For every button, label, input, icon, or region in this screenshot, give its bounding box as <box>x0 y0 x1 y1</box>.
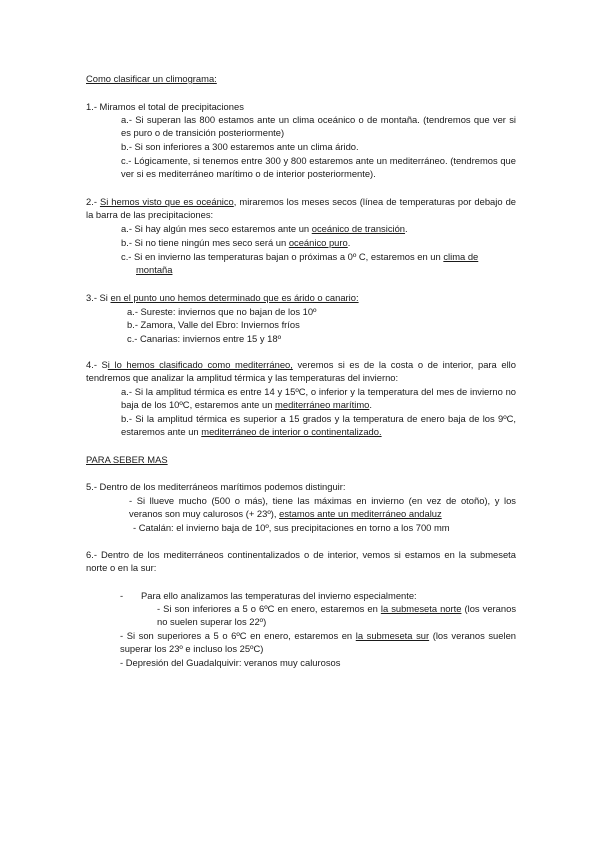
section-1-item-c: c.- Lógicamente, si tenemos entre 300 y 800 estaremos ante un mediterráneo. (tendremos que ver si es mediterráneo marítimo o de interior posteriormente). <box>121 155 516 180</box>
section-6-item-north-end: (los veranos no suelen superar los 22º) <box>157 603 517 628</box>
extra-heading-text: PARA SEBER MAS <box>86 454 168 465</box>
section-6-intro: Para ello analizamos las temperaturas del invierno especialmente: <box>141 590 417 601</box>
extra-heading <box>86 453 168 466</box>
section-6-dash: - <box>120 590 124 601</box>
section-2-item-c-underlined: clima de <box>443 251 479 262</box>
section-2-item-c-cont <box>136 263 172 276</box>
section-2-item-c <box>121 250 478 263</box>
section-2-rest: , miraremos los meses secos (línea de temperaturas por debajo de la barra de las precipitaciones: <box>86 196 516 221</box>
section-6-item-north <box>157 602 516 628</box>
section-2-underlined: Si hemos visto que es oceánico <box>99 196 234 207</box>
section-5-heading: 5.- Dentro de los mediterráneos marítimos podemos distinguir: <box>86 481 346 492</box>
section-3-item-a: a.- Sureste: inviernos que no bajan de los 10º <box>127 306 317 317</box>
section-3-heading <box>86 291 359 304</box>
section-1-item-a: a.- Si superan las 800 estamos ante un clima oceánico o de montaña. (tendremos que ver si es puro o de transición posteriormente) <box>121 114 516 139</box>
page-title <box>86 72 217 85</box>
section-5-item-a-text: - Si llueve mucho (500 o más), tiene las máximas en invierno (en vez de otoño), y los veranos son muy calurosos (+ 23º), <box>129 495 516 520</box>
section-2-item-c-text: c.- Si en invierno las temperaturas bajan o próximas a 0º C, estaremos en un <box>121 251 444 262</box>
section-4-rest: veremos si es de la costa o de interior, para ello tendremos que analizar la amplitud térmica y las temperaturas del invierno: <box>86 359 516 384</box>
section-5-item-a-underlined: estamos ante un mediterráneo andaluz <box>279 508 442 520</box>
section-3-number: 3.- Si <box>86 292 111 303</box>
section-6-heading: 6.- Dentro de los mediterráneos continentalizados o de interior, vemos si estamos en la submeseta norte o en la sur: <box>86 549 516 574</box>
section-2-item-b-end: . <box>347 237 351 248</box>
section-2-item-a-underlined: oceánico de transición <box>311 223 406 234</box>
page-title-text: Como clasificar un climograma: <box>86 73 217 84</box>
section-1-item-b: b.- Si son inferiores a 300 estaremos ante un clima árido. <box>121 141 359 152</box>
section-5-item-a <box>129 494 516 520</box>
section-2-heading <box>86 195 516 221</box>
section-2-item-a-end: . <box>405 223 408 234</box>
section-6-item-south-text: - Si son superiores a 5 o 6ºC en enero, estaremos en <box>120 630 356 641</box>
section-2-item-a <box>121 222 408 235</box>
section-6-item-south <box>120 629 516 655</box>
section-4-item-a-text: a.- Si la amplitud térmica es entre 14 y 15ºC, o inferior y la temperatura del mes de invierno no baja de los 10ºC, estaremos ante un <box>121 386 516 411</box>
section-2-item-b-underlined: oceánico puro <box>288 237 348 248</box>
section-2-item-b <box>121 236 350 249</box>
section-2-item-a-text: a.- Si hay algún mes seco estaremos ante un <box>121 223 312 234</box>
section-4-item-b-underlined: mediterráneo de interior o continentalizado. <box>201 426 382 438</box>
section-6-item-south-underlined: la submeseta sur <box>355 630 430 641</box>
section-6-item-north-text: - Si son inferiores a 5 o 6ºC en enero, estaremos en <box>157 603 381 614</box>
section-6-item-south-end: (los veranos suelen superar los 23º e incluso los 25ºC) <box>120 630 516 655</box>
section-6-item-north-underlined: la submeseta norte <box>380 603 462 614</box>
section-5-item-b: - Catalán: el invierno baja de 10º, sus precipitaciones en torno a los 700 mm <box>133 522 450 533</box>
section-3-item-c: c.- Canarias: inviernos entre 15 y 18º <box>127 333 282 344</box>
section-6-item-guadalquivir: - Depresión del Guadalquivir: veranos muy calurosos <box>120 657 341 668</box>
section-2-item-b-text: b.- Si no tiene ningún mes seco será un <box>121 237 289 248</box>
section-4-item-a <box>121 385 516 411</box>
section-4-item-a-end: . <box>369 399 372 411</box>
section-4-heading <box>86 358 516 384</box>
section-4-underlined: i lo hemos clasificado como mediterráneo, <box>107 359 293 370</box>
section-3-underlined: en el punto uno hemos determinado que es árido o canario: <box>110 292 359 303</box>
section-1-heading: 1.- Miramos el total de precipitaciones <box>86 101 244 112</box>
section-2-number: 2.- <box>86 196 100 207</box>
section-4-item-a-underlined: mediterráneo marítimo <box>275 399 370 411</box>
section-3-item-b: b.- Zamora, Valle del Ebro: Inviernos fríos <box>127 319 300 330</box>
section-4-number: 4.- S <box>86 359 108 370</box>
section-4-item-b <box>121 412 516 438</box>
section-2-item-c-underlined-2: montaña <box>136 264 173 275</box>
section-4-item-b-text: b.- Si la amplitud térmica es superior a 15 grados y la temperatura de enero baja de los 9ºC, estaremos ante un <box>121 413 516 438</box>
